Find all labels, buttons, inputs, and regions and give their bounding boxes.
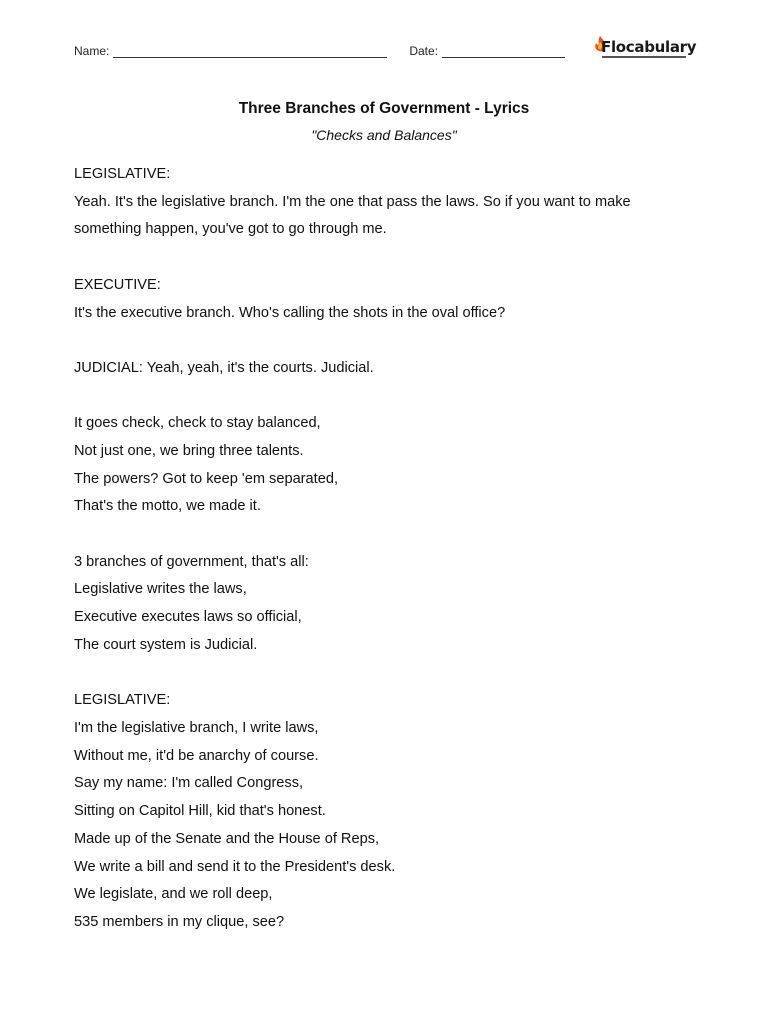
lyric-line: The court system is Judicial. <box>74 636 258 653</box>
lyric-line: JUDICIAL: Yeah, yeah, it's the courts. Judicial. <box>74 359 374 376</box>
logo-text: Flocabulary <box>601 38 697 56</box>
worksheet-header <box>74 44 565 58</box>
date-blank-line <box>442 45 565 58</box>
flocabulary-logo <box>592 35 697 61</box>
lyric-line: The powers? Got to keep 'em separated, <box>74 470 338 487</box>
lyric-line: EXECUTIVE: <box>74 276 161 293</box>
page-title: Three Branches of Government - Lyrics <box>238 100 530 117</box>
lyrics-body <box>74 161 684 937</box>
lyric-line: LEGISLATIVE: <box>74 692 171 709</box>
lyric-line: We write a bill and send it to the President's desk. <box>74 858 396 875</box>
lyric-line: Legislative writes the laws, <box>74 581 247 598</box>
name-blank-line <box>113 45 387 58</box>
page-subtitle: "Checks and Balances" <box>311 127 457 143</box>
lyric-line: Say my name: I'm called Congress, <box>74 775 304 792</box>
lyric-line: Without me, it'd be anarchy of course. <box>74 747 319 764</box>
date-label: Date: <box>409 44 439 58</box>
lyric-line: Made up of the Senate and the House of Reps, <box>74 830 380 847</box>
lyric-line: something happen, you've got to go through me. <box>74 221 387 238</box>
lyric-line: It goes check, check to stay balanced, <box>74 415 321 432</box>
stanza-break <box>74 660 684 688</box>
stanza-break <box>74 327 684 355</box>
stanza-break <box>74 383 684 411</box>
lyric-line: LEGISLATIVE: <box>74 166 171 182</box>
lyric-line: It's the executive branch. Who's calling the shots in the oval office? <box>74 304 506 321</box>
lyric-line: We legislate, and we roll deep, <box>74 886 273 903</box>
lyric-line: Executive executes laws so official, <box>74 609 302 626</box>
lyric-line: That's the motto, we made it. <box>74 498 261 515</box>
lyric-line: Not just one, we bring three talents. <box>74 442 304 459</box>
name-label: Name: <box>74 44 110 58</box>
lyric-line: 3 branches of government, that's all: <box>74 553 309 570</box>
lyric-line: Yeah. It's the legislative branch. I'm the one that pass the laws. So if you want to make <box>74 193 631 210</box>
stanza-break <box>74 244 684 272</box>
lyric-line: Sitting on Capitol Hill, kid that's honest. <box>74 803 326 820</box>
lyric-line: I'm the legislative branch, I write laws, <box>74 719 319 736</box>
stanza-break <box>74 521 684 549</box>
lyric-line: 535 members in my clique, see? <box>74 913 285 930</box>
